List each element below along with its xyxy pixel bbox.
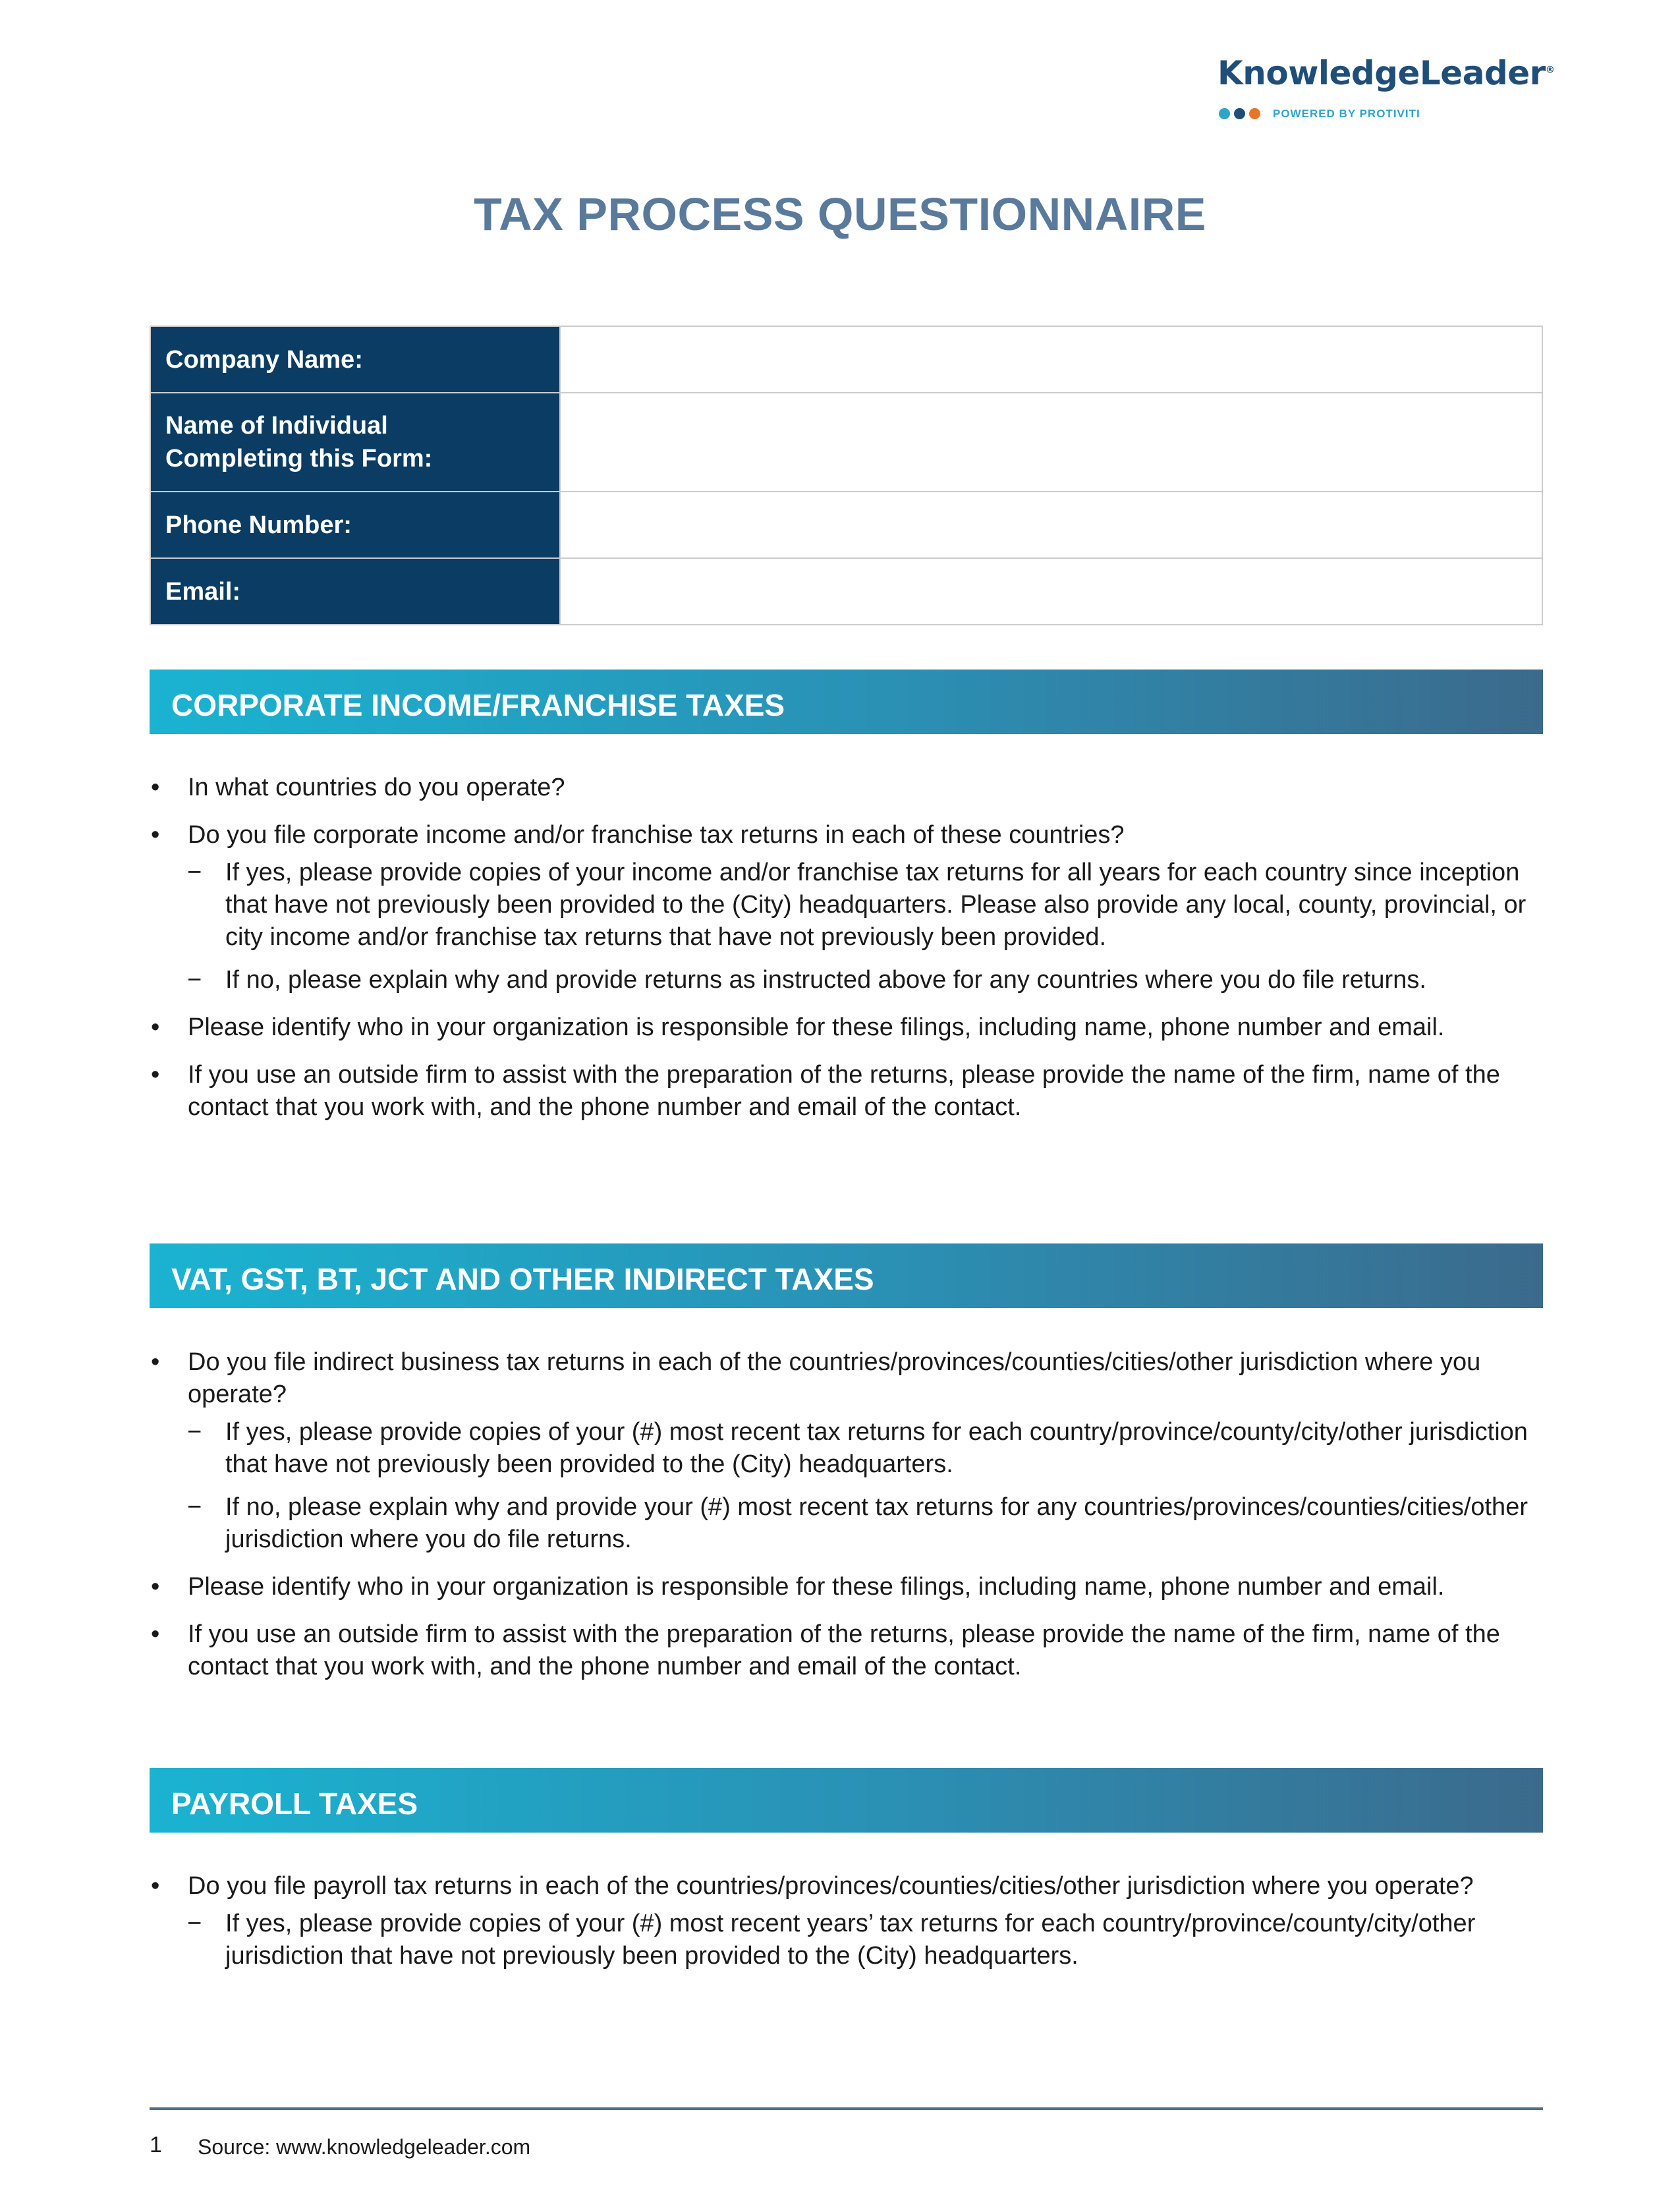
sub-list-item: − If yes, please provide copies of your income and/or franchise tax returns for all years for each country since inception that have not previously been provided to the (City) headquarters. Please also provide any local, county, provincial, or city income and/or franchise tax returns that have not previously been provided.: [150, 857, 1543, 954]
logo-dot: [1249, 108, 1260, 119]
page-number: 1: [150, 2132, 162, 2157]
list-item: • In what countries do you operate?: [150, 772, 1543, 804]
section-indirect-taxes: [150, 1346, 1543, 1683]
sub-list-item: − If no, please explain why and provide your (#) most recent tax returns for any countries/provinces/counties/cities/other jurisdiction where you do file returns.: [150, 1491, 1543, 1556]
section-header-indirect-taxes: [150, 1243, 1543, 1308]
table-row: [150, 326, 1542, 393]
company-name-label: Company Name:: [150, 326, 560, 393]
email-label: Email:: [150, 558, 560, 625]
logo-wordmark: KnowledgeLeader®: [1218, 54, 1555, 92]
individual-name-label: [150, 393, 560, 492]
source-note: Source: www.knowledgeleader.com: [198, 2135, 531, 2159]
section-heading: PAYROLL TAXES: [171, 1786, 418, 1821]
sub-list-item: − If yes, please provide copies of your (#) most recent tax returns for each country/province/county/city/other jurisdiction that have not previously been provided to the (City) headquarters.: [150, 1416, 1543, 1481]
individual-name-label-text: Name of Individual Completing this Form:: [165, 412, 433, 472]
knowledgeleader-logo: [1218, 54, 1555, 127]
logo-dots-icon: [1219, 108, 1260, 119]
section-heading: CORPORATE INCOME/FRANCHISE TAXES: [171, 688, 785, 722]
logo-dot: [1234, 108, 1245, 119]
list-item: [150, 1870, 1543, 1972]
list-item: • Please identify who in your organization is responsible for these filings, including name, phone number and email.: [150, 1571, 1543, 1603]
section-header-payroll-taxes: [150, 1768, 1543, 1833]
contact-info-table: [150, 326, 1543, 625]
logo-dot: [1219, 108, 1230, 119]
page-title: TAX PROCESS QUESTIONNAIRE: [474, 188, 1206, 240]
sub-list-item: − If no, please explain why and provide returns as instructed above for any countries where you do file returns.: [150, 964, 1543, 996]
table-row: [150, 558, 1542, 625]
sub-list: [150, 1908, 1543, 1972]
individual-name-field[interactable]: [560, 393, 1542, 492]
list-item: [150, 819, 1543, 996]
sub-list: [150, 1416, 1543, 1556]
list-item: • If you use an outside firm to assist with the preparation of the returns, please provide the name of the firm, name of the contact that you work with, and the phone number and email of the contact.: [150, 1059, 1543, 1124]
section-payroll-taxes: [150, 1870, 1543, 1972]
list-item-text: • Do you file payroll tax returns in each of the countries/provinces/counties/cities/other jurisdiction where you operate?: [188, 1872, 1474, 1900]
sub-list-item: − If yes, please provide copies of your (#) most recent years’ tax returns for each country/province/county/city/other jurisdiction that have not previously been provided to the (City) headquarters.: [150, 1908, 1543, 1972]
logo-tagline: POWERED BY PROTIVITI: [1273, 107, 1420, 120]
email-field[interactable]: [560, 558, 1542, 625]
section-heading: VAT, GST, BT, JCT AND OTHER INDIRECT TAXES: [171, 1262, 874, 1296]
list-item: [150, 1346, 1543, 1556]
table-row: [150, 393, 1542, 492]
sub-list: [150, 857, 1543, 996]
table-row: [150, 492, 1542, 558]
list-item-text: • Do you file indirect business tax returns in each of the countries/provinces/counties/cities/other jurisdiction where you operate?: [188, 1348, 1481, 1408]
list-item: • If you use an outside firm to assist with the preparation of the returns, please provide the name of the firm, name of the contact that you work with, and the phone number and email of the contact.: [150, 1618, 1543, 1683]
company-name-field[interactable]: [560, 326, 1542, 393]
footer-divider: [150, 2107, 1543, 2110]
section-header-corporate-income: [150, 670, 1543, 734]
list-item: • Please identify who in your organization is responsible for these filings, including name, phone number and email.: [150, 1012, 1543, 1044]
list-item-text: • Do you file corporate income and/or franchise tax returns in each of these countries?: [188, 821, 1125, 849]
phone-number-field[interactable]: [560, 492, 1542, 558]
phone-number-label: Phone Number:: [150, 492, 560, 558]
section-corporate-income: [150, 772, 1543, 1124]
